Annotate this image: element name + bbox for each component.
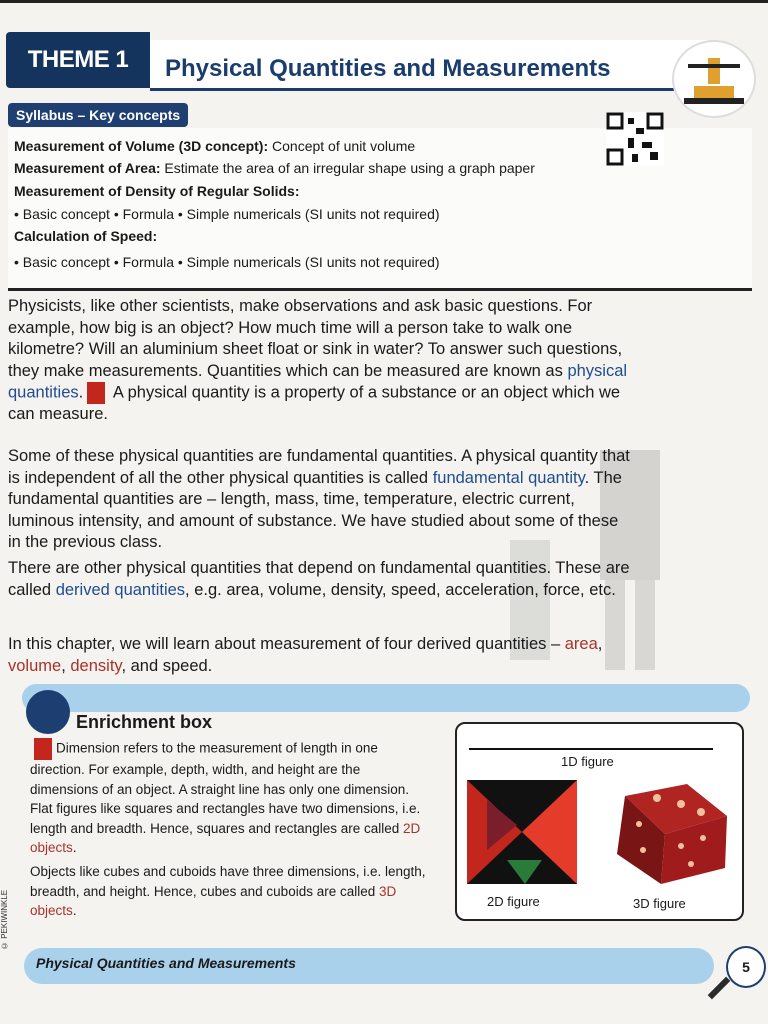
label-1d-figure: 1D figure xyxy=(561,754,614,769)
syllabus-line: • Basic concept • Formula • Simple numericals (SI units not required) xyxy=(14,254,440,270)
syllabus-tag: Syllabus – Key concepts xyxy=(8,103,188,127)
enrichment-paragraph: Dimension refers to the measurement of length in one direction. For example, depth, width, and height are the dimensions of an object. A straight line has only one dimension. Flat figures like squares and rectangles have two dimensions, i.e. length and breadth. Hence, squares and rectangles are called 2D objects. xyxy=(30,738,430,858)
syllabus-line: Calculation of Speed: xyxy=(14,228,158,244)
enrichment-title: Enrichment box xyxy=(76,712,213,732)
derived-paragraph: There are other physical quantities that depend on fundamental quantities. These are called derived quantities, e.g. area, volume, density, speed, acceleration, force, etc. xyxy=(8,559,630,599)
intro-paragraph: Physicists, like other scientists, make observations and ask basic questions. For example, how big is an object? How much time will a person take to walk one kilometre? Will an aluminium sheet float or sink in water? To answer such questions, they make measurements. Quantities which can be measured are known as physical quantities. A physical quantity is a property of a substance or an object which we can measure. xyxy=(8,297,628,423)
bead-strip-divider xyxy=(22,684,750,712)
magnifier-icon xyxy=(708,977,731,1000)
dice-3d-figure xyxy=(607,776,731,888)
tangram-2d-figure xyxy=(467,780,577,884)
label-3d-figure: 3D figure xyxy=(633,896,686,911)
syllabus-line: • Basic concept • Formula • Simple numericals (SI units not required) xyxy=(14,206,440,222)
copyright-text: © PEKIWINKLE xyxy=(0,889,9,950)
one-d-line xyxy=(469,748,713,750)
syllabus-line: Measurement of Volume (3D concept): Concept of unit volume xyxy=(14,138,416,154)
enrichment-icon xyxy=(26,690,70,734)
page-number: 5 xyxy=(726,946,766,988)
label-2d-figure: 2D figure xyxy=(487,894,540,909)
enrichment-paragraph: Objects like cubes and cuboids have three dimensions, i.e. length, breadth, and height. Hence, cubes and cuboids are called 3D objects. xyxy=(30,864,426,918)
bookmark-icon xyxy=(34,738,52,760)
theme-label: THEME 1 xyxy=(6,32,150,88)
weighing-scale-icon xyxy=(672,40,756,118)
bookmark-icon xyxy=(87,382,105,404)
chapter-paragraph: In this chapter, we will learn about measurement of four derived quantities – area, volume, density, and speed. xyxy=(8,635,603,675)
fundamental-paragraph: Some of these physical quantities are fundamental quantities. A physical quantity that is independent of all the other physical quantities is called fundamental quantity. The fundamental quantities are – length, mass, time, temperature, electric current, luminous intensity, and amount of substance. We have studied about some of these in the previous class. xyxy=(8,447,630,551)
top-rule xyxy=(0,0,768,3)
page-title: Physical Quantities and Measurements xyxy=(165,55,611,82)
dimension-figure-panel xyxy=(455,722,744,921)
qr-code-icon[interactable] xyxy=(606,112,664,166)
footer-title: Physical Quantities and Measurements xyxy=(36,955,296,971)
syllabus-line: Measurement of Area: Estimate the area of an irregular shape using a graph paper xyxy=(14,160,535,176)
syllabus-line: Measurement of Density of Regular Solids: xyxy=(14,183,300,199)
